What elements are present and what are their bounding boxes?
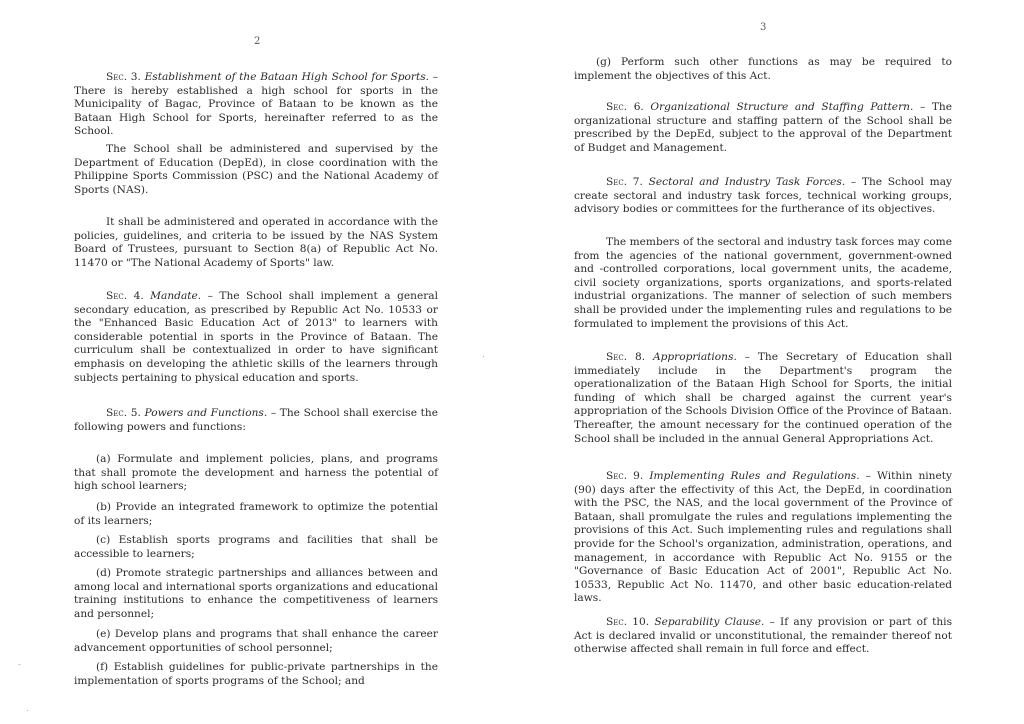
- list-item-d: (d) Promote strategic partnerships and alliances between and among local and international sports organizations and educational training institutions to enhance the competitiveness of learners and personnel;: [74, 567, 438, 620]
- paragraph: The members of the sectoral and industry task forces may come from the agencies of the national government, government-owned and -controlled corporations, local government units, the academe, civil society organizations, sports organizations, and sports-related industrial organizations. The manner of selection of such members shall be provided under the implementing rules and regulations to be formulated to implement the provisions of this Act.: [574, 236, 952, 330]
- list-item-a: (a) Formulate and implement policies, plans, and programs that shall promote the development and harness the potential of high school learners;: [74, 453, 438, 493]
- section-3-paragraph: Sec. 3. Establishment of the Bataan High School for Sports. – There is hereby established a high school for sports in the Municipality of Bagac, Province of Bataan to be known as the Bataan High School for Sports, hereinafter referred to as the School.: [74, 71, 438, 138]
- scan-mark: .: [26, 704, 29, 713]
- section-10-paragraph: Sec. 10. Separability Clause. – If any provision or part of this Act is declared invalid or unconstitutional, the remainder thereof not otherwise affected shall remain in full force and effect.: [574, 616, 953, 656]
- list-item-b: (b) Provide an integrated framework to optimize the potential of its learners;: [74, 501, 438, 527]
- paragraph: It shall be administered and operated in accordance with the policies, guidelines, and criteria to be issued by the NAS System Board of Trustees, pursuant to Section 8(a) of Republic Act No. 11470 or "The National Academy of Sports" law.: [74, 216, 438, 269]
- list-item-f: (f) Establish guidelines for public-private partnerships in the implementation of sports programs of the School; and: [74, 661, 438, 687]
- right-page: [482, 0, 1024, 724]
- scan-mark: .: [482, 350, 485, 359]
- section-4-paragraph: Sec. 4. Mandate. – The School shall implement a general secondary education, as prescribed by Republic Act No. 10533 or the "Enhanced Basic Education Act of 2013" to learners with considerable potential in sports in the Province of Bataan. The curriculum shall be contextualized in order to have significant emphasis on developing the athletic skills of the learners through subjects pertaining to physical education and sports.: [74, 290, 438, 384]
- section-7-paragraph: Sec. 7. Sectoral and Industry Task Forces. – The School may create sectoral and industry task forces, technical working groups, advisory bodies or committees for the furtherance of its objectives.: [574, 176, 952, 216]
- section-8-paragraph: Sec. 8. Appropriations. – The Secretary of Education shall immediately include in the Department's program the operationalization of the Bataan High School for Sports, the initial funding of which shall be charged against the current year's appropriation of the Schools Division Office of the Province of Bataan. Thereafter, the amount necessary for the continued operation of the School shall be included in the annual General Appropriations Act.: [574, 351, 952, 445]
- scan-mark: -: [18, 660, 21, 669]
- list-item-e: (e) Develop plans and programs that shall enhance the career advancement opportunities of school personnel;: [74, 628, 438, 654]
- list-item-c: (c) Establish sports programs and facilities that shall be accessible to learners;: [74, 534, 438, 560]
- section-5-paragraph: Sec. 5. Powers and Functions. – The School shall exercise the following powers and functions:: [74, 407, 438, 433]
- page-number: 2: [254, 36, 261, 47]
- section-9-paragraph: Sec. 9. Implementing Rules and Regulations. – Within ninety (90) days after the effectivity of this Act, the DepEd, in coordination with the PSC, the NAS, and the local government of the Province of Bataan, shall promulgate the rules and regulations implementing the provisions of this Act. Such implementing rules and regulations shall provide for the School's organization, administration, operations, and management, in accordance with Republic Act No. 9155 or the "Governance of Basic Education Act of 2001", Republic Act No. 10533, Republic Act No. 11470, and other basic education-related laws.: [574, 470, 952, 605]
- section-6-paragraph: Sec. 6. Organizational Structure and Staffing Pattern. – The organizational structure and staffing pattern of the School shall be prescribed by the DepEd, subject to the approval of the Department of Budget and Management.: [574, 101, 952, 154]
- list-item-g: (g) Perform such other functions as may be required to implement the objectives of this Act.: [574, 56, 952, 82]
- paragraph: The School shall be administered and supervised by the Department of Education (DepEd), in close coordination with the Philippine Sports Commission (PSC) and the National Academy of Sports (NAS).: [74, 143, 438, 196]
- page-number: 3: [760, 22, 767, 33]
